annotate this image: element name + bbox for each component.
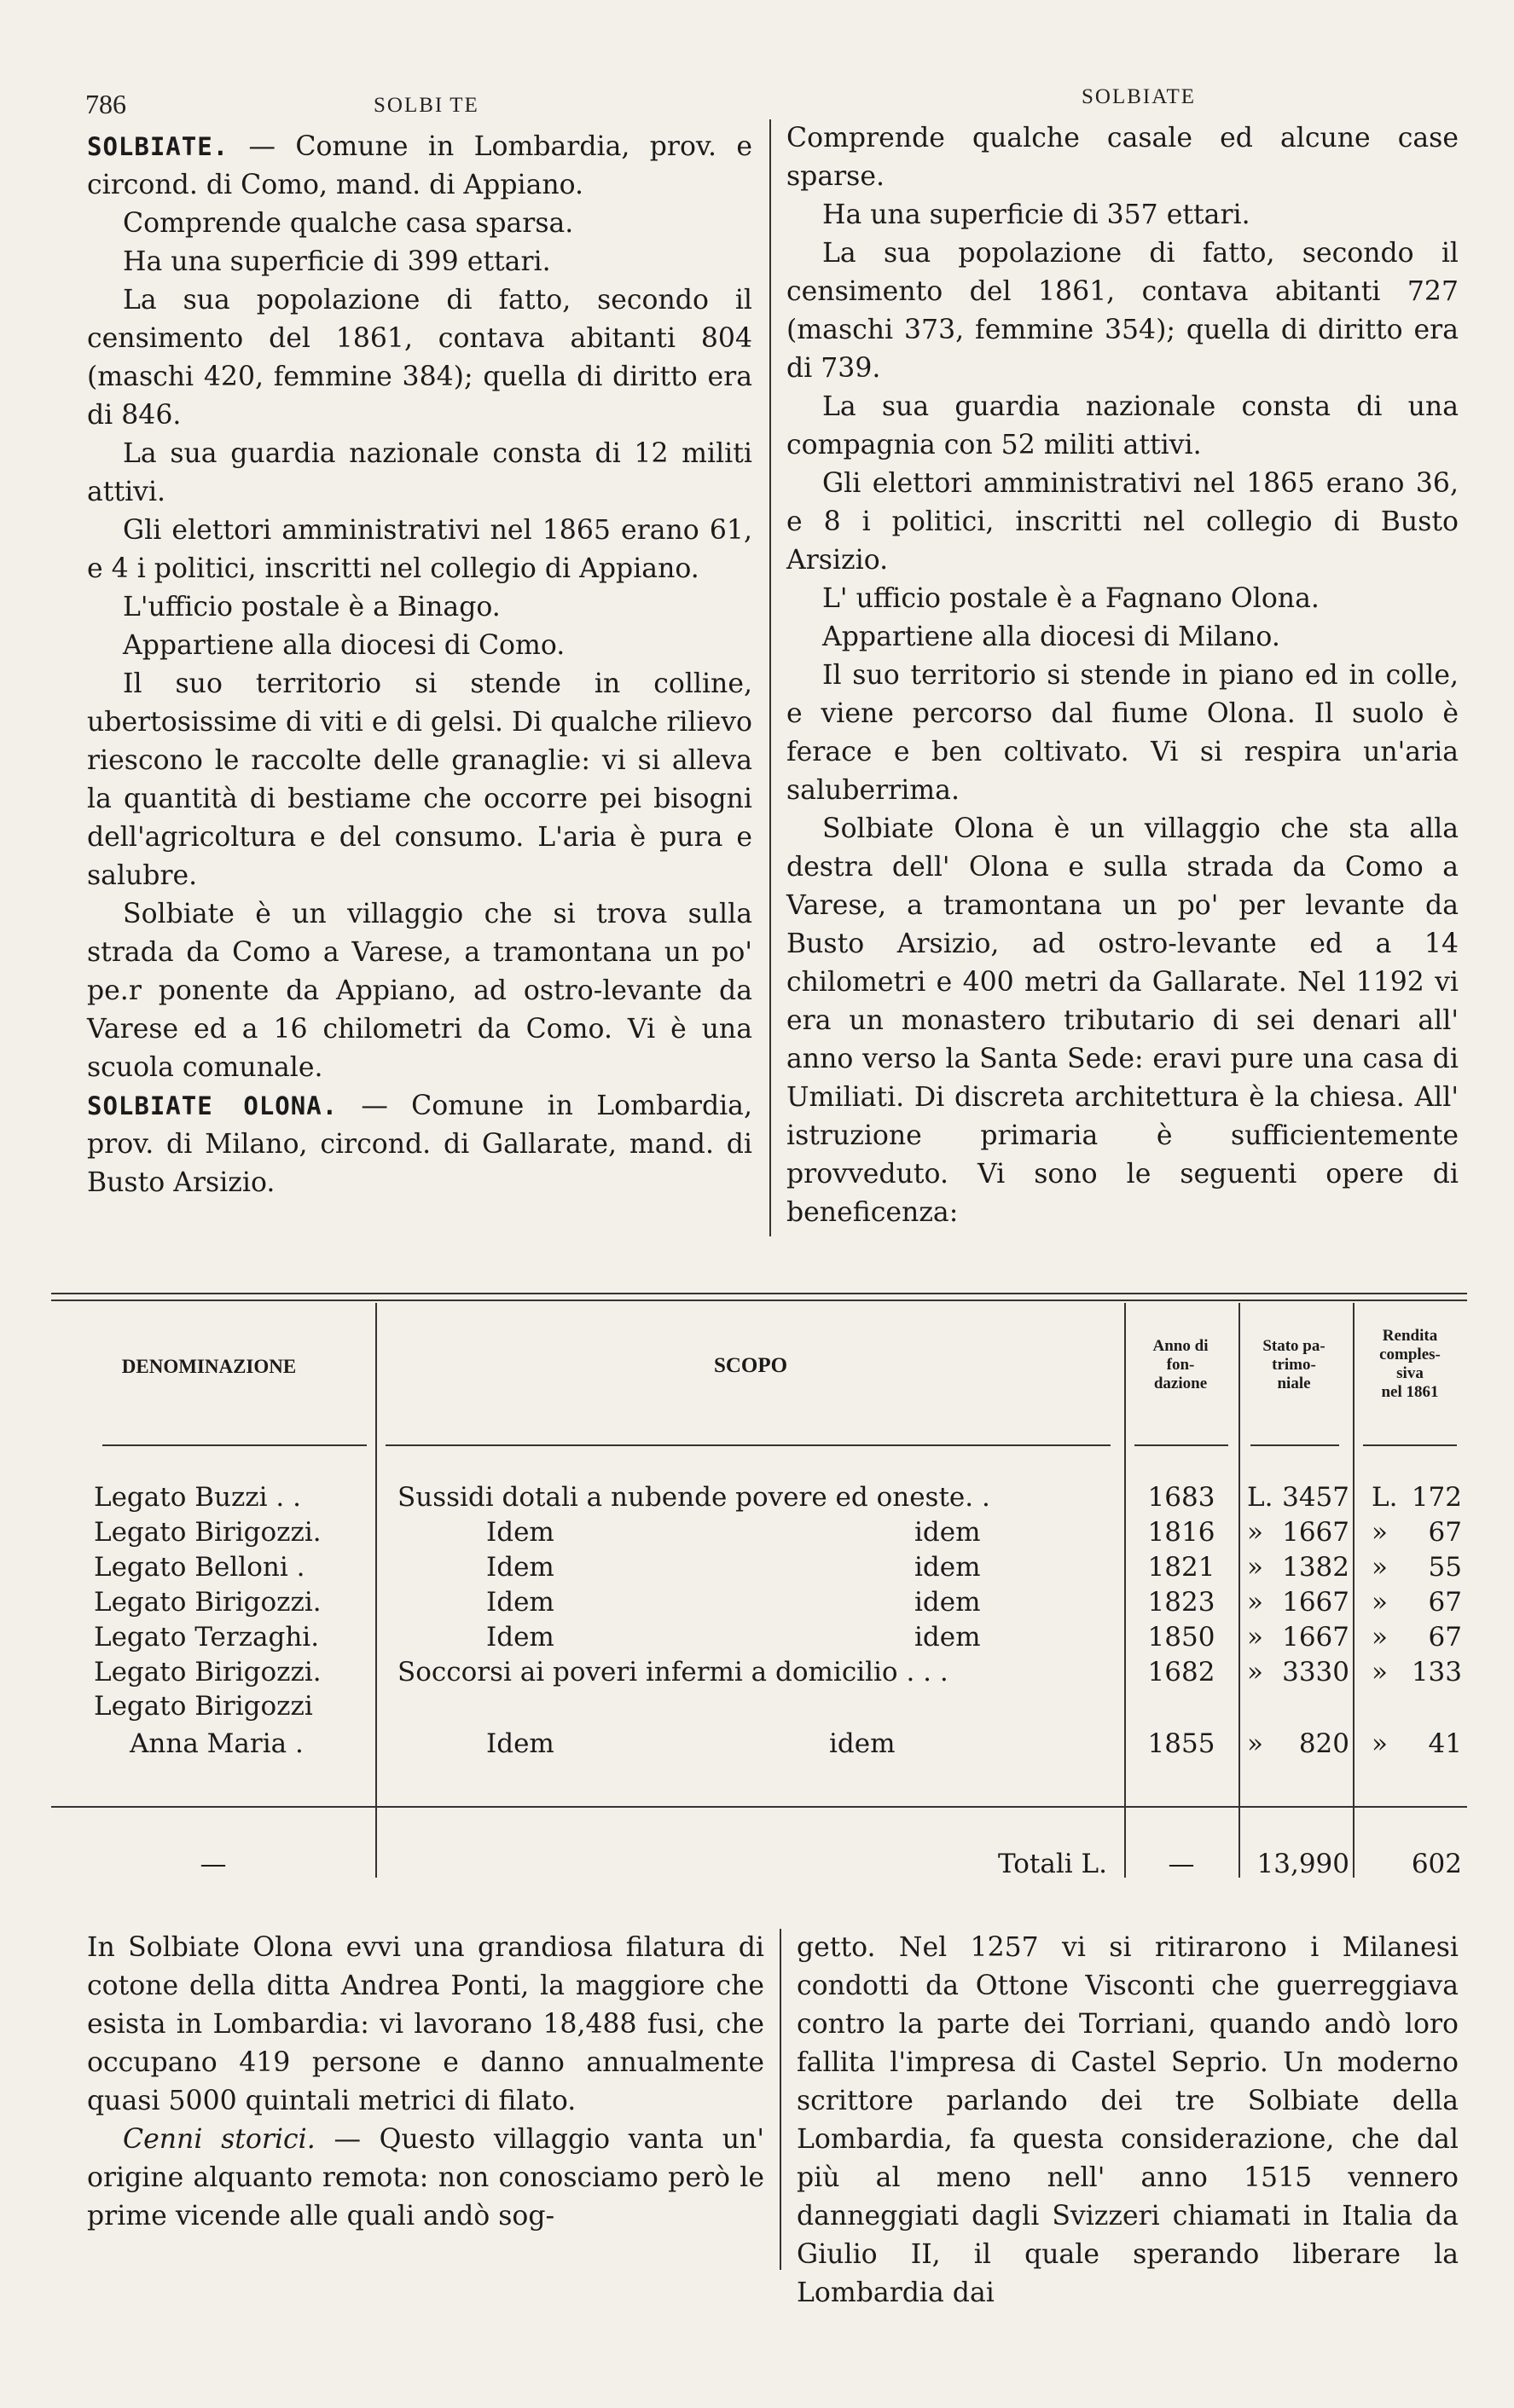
column-divider-top <box>769 119 771 1236</box>
paragraph: Solbiate è un villaggio che si trova sulla strada da Como a Varese, a tramontana un po' pe.r ponente da Appiano, ad ostro-levante da Varese ed a 16 chilometri da Como. Vi è una scuola comunale. <box>87 899 752 1083</box>
paragraph: L' ufficio postale è a Fagnano Olona. <box>822 583 1320 614</box>
cell-anno: 1821 <box>1147 1552 1215 1583</box>
cell-anno: 1823 <box>1147 1587 1215 1618</box>
cell-scopo: idem <box>914 1587 981 1618</box>
running-head-left: SOLBI TE <box>374 94 479 117</box>
cell-anno: 1850 <box>1147 1622 1215 1653</box>
totals-anno: — <box>1168 1849 1195 1879</box>
cell-denominazione: Legato Birigozzi. <box>94 1657 322 1687</box>
paragraph: Appartiene alla diocesi di Como. <box>123 630 566 661</box>
cell-stato-prefix: » <box>1247 1728 1263 1759</box>
paragraph: La sua guardia nazionale consta di 12 militi attivi. <box>87 438 752 507</box>
paragraph: Cenni storici. — Questo villaggio vanta un' origine alquanto remota: non conosciamo però le prime vicende alle quali andò sog- <box>87 2124 764 2231</box>
table-column-rule <box>1353 1303 1354 1878</box>
cell-denominazione: Legato Terzaghi. <box>94 1622 320 1653</box>
cell-rendita-prefix: L. <box>1372 1482 1398 1513</box>
paragraph: Appartiene alla diocesi di Milano. <box>822 622 1280 652</box>
cell-stato-prefix: » <box>1247 1657 1263 1687</box>
header-anno: Anno di fon- dazione <box>1152 1337 1209 1392</box>
table-header-rule <box>1134 1444 1228 1446</box>
cell-stato: 1667 <box>1282 1517 1349 1548</box>
paragraph: Gli elettori amministrativi nel 1865 erano 36, e 8 i politici, inscritti nel collegio di Busto Arsizio. <box>786 468 1459 576</box>
paragraph: In Solbiate Olona evvi una grandiosa filatura di cotone della ditta Andrea Ponti, la maggiore che esista in Lombardia: vi lavorano 18,488 fusi, che occupano 419 persone e danno annualmente quasi 5000 quintali metrici di filato. <box>87 1932 764 2116</box>
table-rule <box>51 1300 1467 1301</box>
table-rule <box>51 1293 1467 1294</box>
table-header-rule <box>1250 1444 1339 1446</box>
entry-solbiate-olona: SOLBIATE OLONA. — Comune in Lombardia, prov. di Milano, circond. di Gallarate, mand. di Busto Arsizio. <box>87 1091 752 1198</box>
paragraph: Ha una superficie di 399 ettari. <box>123 246 551 277</box>
cell-stato: 1382 <box>1282 1552 1349 1583</box>
cell-denominazione: Legato Birigozzi. <box>94 1587 322 1618</box>
paragraph: Ha una superficie di 357 ettari. <box>822 200 1250 230</box>
cell-rendita: 41 <box>1428 1728 1462 1759</box>
table-header-rule <box>102 1444 367 1446</box>
cell-rendita: 172 <box>1411 1482 1462 1513</box>
totals-rule <box>51 1806 1467 1808</box>
cell-denominazione: Legato Birigozzi. <box>94 1517 322 1548</box>
table-column-rule <box>375 1303 377 1878</box>
cell-denominazione: Anna Maria . <box>130 1728 304 1759</box>
bottom-right-column <box>797 1929 1459 2312</box>
page-number: 786 <box>85 89 126 119</box>
totals-stato: 13,990 <box>1256 1849 1349 1879</box>
cell-anno: 1682 <box>1147 1657 1215 1687</box>
totals-label: Totali L. <box>998 1849 1107 1879</box>
paragraph: Solbiate Olona è un villaggio che sta alla destra dell' Olona e sulla strada da Como a Varese, a tramontana un po' per levante da Busto Arsizio, ad ostro-levante ed a 14 chilometri e 400 metri da Gallarate. Nel 1192 vi era un monastero tributario di sei denari all' anno verso la Santa Sede: eravi pure una casa di Umiliati. Di discreta architettura è la chiesa. All' istruzione primaria è sufficientemente provveduto. Vi sono le seguenti opere di beneficenza: <box>786 813 1459 1228</box>
section-label: Cenni storici. <box>123 2124 316 2155</box>
entry-title: SOLBIATE OLONA. <box>87 1091 339 1120</box>
cell-stato: 3457 <box>1282 1482 1349 1513</box>
running-head-right: SOLBIATE <box>1082 85 1197 108</box>
cell-stato: 3330 <box>1282 1657 1349 1687</box>
cell-denominazione: Legato Buzzi . . <box>94 1482 301 1513</box>
cell-scopo: idem <box>914 1622 981 1653</box>
cell-rendita-prefix: » <box>1372 1622 1388 1653</box>
cell-rendita: 55 <box>1428 1552 1462 1583</box>
header-stato: Stato pa- trimo- niale <box>1262 1337 1325 1392</box>
cell-anno: 1683 <box>1147 1482 1215 1513</box>
cell-rendita-prefix: » <box>1372 1517 1388 1548</box>
cell-scopo: Idem <box>486 1552 554 1583</box>
paragraph: Comprende qualche casa sparsa. <box>123 208 574 239</box>
cell-rendita: 67 <box>1428 1622 1462 1653</box>
cell-scopo: Sussidi dotali a nubende povere ed oneste. . <box>397 1482 990 1513</box>
cell-stato-prefix: » <box>1247 1622 1263 1653</box>
cell-stato-prefix: » <box>1247 1552 1263 1583</box>
totals-denominazione: — <box>200 1849 227 1879</box>
cell-rendita-prefix: » <box>1372 1552 1388 1583</box>
cell-stato-prefix: L. <box>1247 1482 1273 1513</box>
cell-stato-prefix: » <box>1247 1517 1263 1548</box>
cell-denominazione: Legato Belloni . <box>94 1552 305 1583</box>
cell-scopo: idem <box>829 1728 896 1759</box>
cell-scopo: Idem <box>486 1517 554 1548</box>
header-scopo: SCOPO <box>713 1354 788 1377</box>
table-header-rule <box>1363 1444 1457 1446</box>
cell-stato: 1667 <box>1282 1587 1349 1618</box>
paragraph: Il suo territorio si stende in piano ed in colle, e viene percorso dal fiume Olona. Il suolo è ferace e ben coltivato. Vi si respira un'aria saluberrima. <box>786 660 1459 806</box>
right-column <box>786 119 1459 1232</box>
paragraph: La sua popolazione di fatto, secondo il censimento del 1861, contava abitanti 727 (maschi 373, femmine 354); quella di diritto era di 739. <box>786 238 1459 384</box>
cell-stato-prefix: » <box>1247 1587 1263 1618</box>
cell-stato: 1667 <box>1282 1622 1349 1653</box>
bottom-left-column <box>87 1929 764 2236</box>
left-column <box>87 128 752 1202</box>
paragraph: La sua popolazione di fatto, secondo il censimento del 1861, contava abitanti 804 (maschi 420, femmine 384); quella di diritto era di 846. <box>87 285 752 431</box>
cell-rendita-prefix: » <box>1372 1587 1388 1618</box>
cell-rendita-prefix: » <box>1372 1657 1388 1687</box>
paragraph: Il suo territorio si stende in colline, ubertosissime di viti e di gelsi. Di qualche rilievo riescono le raccolte delle granaglie: vi si alleva la quantità di bestiame che occorre pei bisogni dell'agricoltura e del consumo. L'aria è pura e salubre. <box>87 669 752 891</box>
column-divider-bottom <box>780 1929 781 2270</box>
cell-anno: 1855 <box>1147 1728 1215 1759</box>
cell-stato: 820 <box>1298 1728 1349 1759</box>
paragraph: Comprende qualche casale ed alcune case sparse. <box>786 123 1459 192</box>
totals-rendita: 602 <box>1411 1849 1462 1879</box>
table-column-rule <box>1238 1303 1240 1878</box>
cell-scopo: Idem <box>486 1587 554 1618</box>
cell-rendita: 67 <box>1428 1587 1462 1618</box>
cell-rendita: 133 <box>1411 1657 1462 1687</box>
header-denominazione: DENOMINAZIONE <box>121 1356 297 1377</box>
cell-scopo: idem <box>914 1552 981 1583</box>
entry-solbiate: SOLBIATE. — Comune in Lombardia, prov. e circond. di Como, mand. di Appiano. <box>87 131 752 200</box>
paragraph: Gli elettori amministrativi nel 1865 erano 61, e 4 i politici, inscritti nel collegio di Appiano. <box>87 515 752 584</box>
paragraph: getto. Nel 1257 vi si ritirarono i Milanesi condotti da Ottone Visconti che guerreggiava contro la parte dei Torriani, quando andò loro fallita l'impresa di Castel Seprio. Un moderno scrittore parlando dei tre Solbiate della Lombardia, fa questa considerazione, che dal più al meno nell' anno 1515 vennero danneggiati dagli Svizzeri chiamati in Italia da Giulio II, il quale sperando liberare la Lombardia dai <box>797 1932 1459 2308</box>
entry-title: SOLBIATE. <box>87 132 229 161</box>
cell-rendita-prefix: » <box>1372 1728 1388 1759</box>
cell-rendita: 67 <box>1428 1517 1462 1548</box>
table-header-rule <box>386 1444 1111 1446</box>
cell-scopo: idem <box>914 1517 981 1548</box>
cell-denominazione: Legato Birigozzi <box>94 1691 313 1722</box>
header-rendita: Rendita comples- siva nel 1861 <box>1379 1327 1441 1401</box>
cell-scopo: Soccorsi ai poveri infermi a domicilio . . . <box>397 1657 948 1687</box>
cell-scopo: Idem <box>486 1622 554 1653</box>
cell-anno: 1816 <box>1147 1517 1215 1548</box>
paragraph: L'ufficio postale è a Binago. <box>123 592 501 622</box>
paragraph: La sua guardia nazionale consta di una compagnia con 52 militi attivi. <box>786 391 1459 460</box>
cell-scopo: Idem <box>486 1728 554 1759</box>
